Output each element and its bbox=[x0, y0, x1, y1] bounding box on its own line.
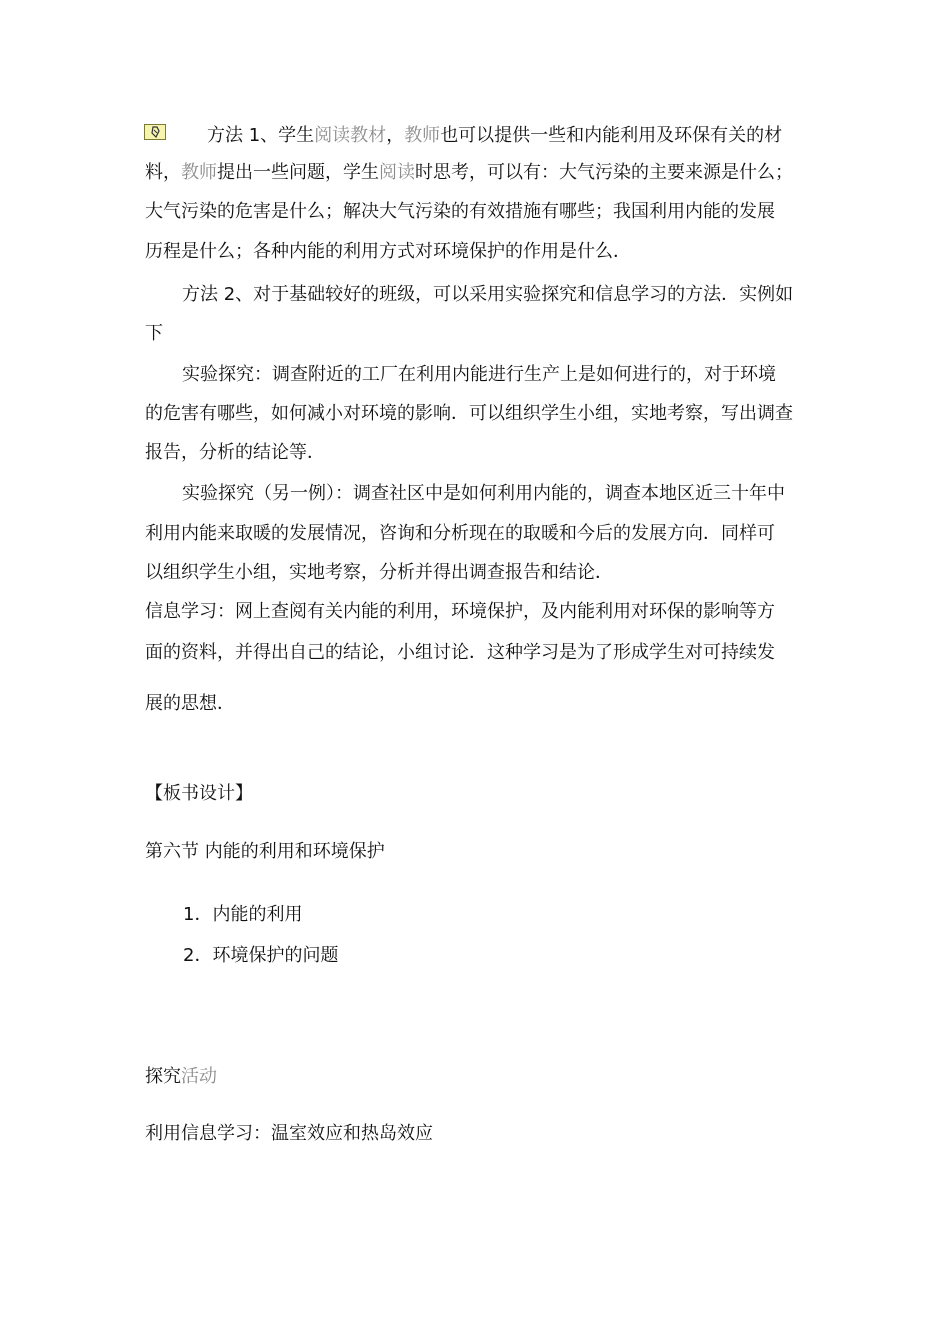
method1-line4: 历程是什么；各种内能的利用方式对环境保护的作用是什么． bbox=[145, 241, 631, 262]
board-list-item-1: 1．内能的利用 bbox=[183, 904, 303, 925]
experiment2-line3: 以组织学生小组，实地考察，分析并得出调查报告和结论． bbox=[145, 562, 613, 583]
activity-label-a: 探究 bbox=[145, 1066, 181, 1087]
method1-line2-c: 提出一些问题，学生 bbox=[217, 162, 379, 183]
teacher-term-2: 教师 bbox=[181, 162, 217, 183]
activity-line: 利用信息学习：温室效应和热岛效应 bbox=[145, 1123, 433, 1144]
note-pencil-icon bbox=[144, 124, 166, 140]
info-study-line3: 展的思想． bbox=[145, 693, 235, 714]
info-study-line1: 信息学习：网上查阅有关内能的利用，环境保护，及内能利用对环保的影响等方 bbox=[145, 601, 775, 622]
method1-line2-a: 料， bbox=[145, 162, 181, 183]
reading-term: 阅读 bbox=[379, 162, 415, 183]
activity-label-b: 活动 bbox=[181, 1066, 217, 1087]
info-study-line2: 面的资料，并得出自己的结论，小组讨论．这种学习是为了形成学生对可持续发 bbox=[145, 642, 775, 663]
experiment2-line2: 利用内能来取暖的发展情况，咨询和分析现在的取暖和今后的发展方向．同样可 bbox=[145, 523, 775, 544]
board-list-item-2: 2．环境保护的问题 bbox=[183, 945, 339, 966]
teacher-term: 教师 bbox=[404, 125, 441, 146]
reading-textbook-term: 阅读教材 bbox=[314, 125, 387, 146]
method1-line3: 大气污染的危害是什么；解决大气污染的有效措施有哪些；我国利用内能的发展 bbox=[145, 201, 775, 222]
method1-comma: ， bbox=[386, 125, 405, 146]
board-design-heading: 【板书设计】 bbox=[145, 783, 253, 804]
activity-label bbox=[145, 1064, 217, 1090]
experiment1-line1: 实验探究：调查附近的工厂在利用内能进行生产上是如何进行的，对于环境 bbox=[182, 364, 776, 385]
board-design-title: 第六节 内能的利用和环境保护 bbox=[145, 841, 385, 862]
experiment2-line1: 实验探究（另一例）：调查社区中是如何利用内能的，调查本地区近三十年中 bbox=[182, 483, 785, 504]
method1-text-a: 方法 1、学生 bbox=[207, 125, 315, 146]
method1-line2 bbox=[145, 160, 793, 186]
experiment1-line2: 的危害有哪些，如何减小对环境的影响．可以组织学生小组，实地考察，写出调查 bbox=[145, 403, 793, 424]
method2-line2: 下 bbox=[145, 323, 163, 344]
method1-line1 bbox=[207, 123, 782, 149]
method2-line1: 方法 2、对于基础较好的班级，可以采用实验探究和信息学习的方法．实例如 bbox=[182, 284, 794, 305]
method1-line2-e: 时思考，可以有：大气污染的主要来源是什么； bbox=[415, 162, 793, 183]
method1-text-e: 也可以提供一些和内能利用及环保有关的材 bbox=[440, 125, 783, 146]
experiment1-line3: 报告，分析的结论等． bbox=[145, 442, 325, 463]
